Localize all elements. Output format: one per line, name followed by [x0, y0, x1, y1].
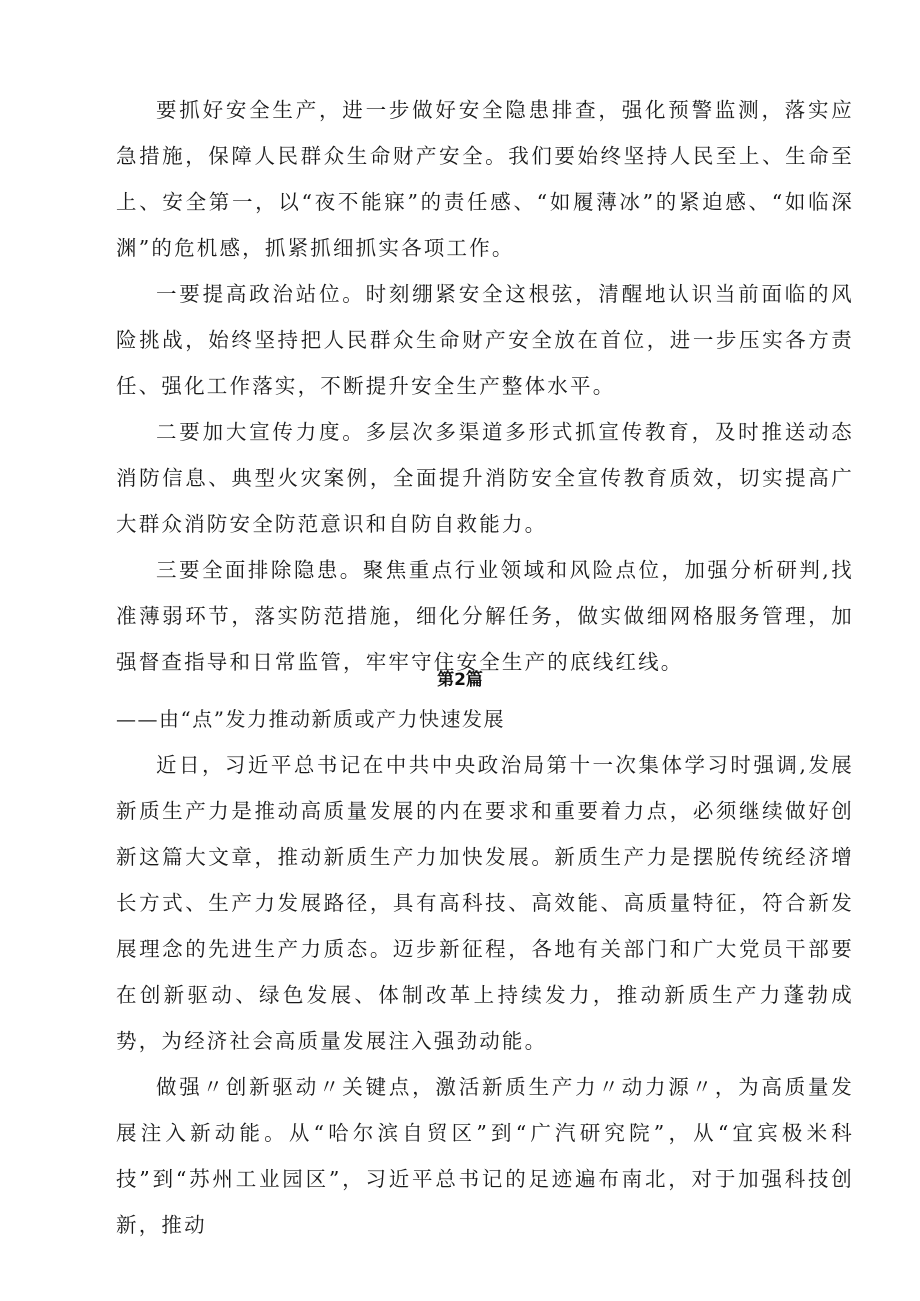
paragraph: 近日，习近平总书记在中共中央政治局第十一次集体学习时强调,发展新质生产力是推动高质量发展的内在要求和重要着力点，必须继续做好创新这篇大文章，推动新质生产力加快发展。新质生产力是摆脱传统经济增长方式、生产力发展路径，具有高科技、高效能、高质量特征，符合新发展理念的先进生产力质态。迈步新征程，各地有关部门和广大党员干部要在创新驱动、绿色发展、体制改革上持续发力，推动新质生产力蓬勃成势，为经济社会高质量发展注入强劲动能。 [116, 753, 854, 1053]
paragraph: 要抓好安全生产，进一步做好安全隐患排查，强化预警监测，落实应急措施，保障人民群众生命财产安全。我们要始终坚持人民至上、生命至上、安全第一，以“夜不能寐”的责任感、“如履薄冰”的紧迫感、“如临深渊”的危机感，抓紧抓细抓实各项工作。 [116, 98, 854, 260]
section-subheading: ——由“点”发力推动新质或产力快速发展 [116, 707, 505, 731]
paragraph: 一要提高政治站位。时刻绷紧安全这根弦，清醒地认识当前面临的风险挑战，始终坚持把人民群众生命财产安全放在首位，进一步压实各方责任、强化工作落实，不断提升安全生产整体水平。 [116, 282, 854, 398]
section-2-body [116, 742, 854, 1248]
section-heading: 第2篇 [437, 670, 483, 690]
paragraph: 二要加大宣传力度。多层次多渠道多形式抓宣传教育，及时推送动态消防信息、典型火灾案例，全面提升消防安全宣传教育质效，切实提高广大群众消防安全防范意识和自防自救能力。 [116, 420, 854, 536]
section-1-body [116, 87, 854, 685]
paragraph: 做强〃创新驱动〃关键点，激活新质生产力〃动力源〃，为高质量发展注入新动能。从“哈尔滨自贸区”到“广汽研究院”，从“宜宾极米科技”到“苏州工业园区”，习近平总书记的足迹遍布南北，对于加强科技创新，推动 [116, 1075, 854, 1237]
paragraph: 三要全面排除隐患。聚焦重点行业领域和风险点位，加强分析研判,找准薄弱环节，落实防范措施，细化分解任务，做实做细网格服务管理，加强督查指导和日常监管，牢牢守住安全生产的底线红线。 [116, 558, 854, 674]
